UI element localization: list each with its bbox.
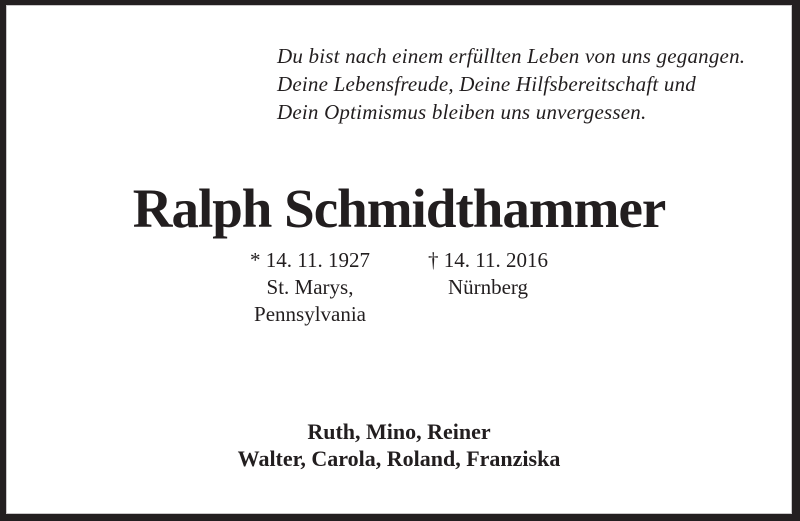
death-date-line	[428, 247, 548, 274]
mourners-line: Walter, Carola, Roland, Franziska	[237, 446, 561, 471]
death-symbol: †	[428, 248, 439, 272]
birth-place-line: Pennsylvania	[254, 302, 366, 326]
deceased-name: Ralph Schmidthammer	[132, 178, 666, 239]
death-date: 14. 11. 2016	[443, 248, 548, 272]
epitaph-line: Dein Optimismus bleiben uns unvergessen.	[277, 100, 647, 124]
death-place-line: Nürnberg	[447, 275, 529, 299]
epitaph-line: Deine Lebensfreude, Deine Hilfsbereitschaft und	[277, 72, 697, 96]
birth-place-line: St. Marys,	[266, 275, 354, 299]
death-column	[428, 247, 548, 328]
mourners-line: Ruth, Mino, Reiner	[307, 419, 491, 444]
life-dates	[6, 247, 792, 328]
birth-date-line	[250, 247, 370, 274]
mourners	[6, 418, 792, 472]
epitaph-line: Du bist nach einem erfüllten Leben von uns gegangen.	[277, 44, 746, 68]
birth-column	[250, 247, 370, 328]
birth-symbol: *	[250, 248, 261, 272]
birth-date: 14. 11. 1927	[265, 248, 370, 272]
epitaph	[277, 42, 792, 126]
